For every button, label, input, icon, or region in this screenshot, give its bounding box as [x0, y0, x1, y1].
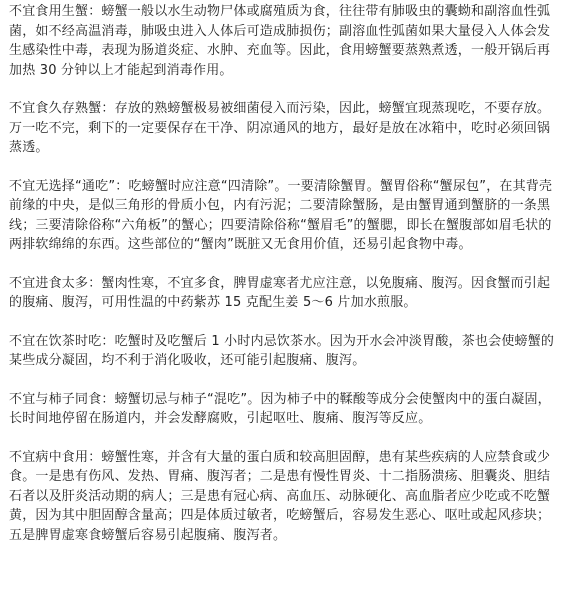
paragraph-eat-too-much: 不宜进食太多：蟹肉性寒，不宜多食，脾胃虚寒者尤应注意，以免腹痛、腹泻。因食蟹而引起的腹痛、腹泻，可用性温的中药紫苏 15 克配生姜 5～6 片加水煎服。 [9, 275, 551, 310]
paragraph-with-persimmon: 不宜与柿子同食：螃蟹切忌与柿子“混吃”。因为柿子中的鞣酸等成分会使蟹肉中的蛋白凝固，长时间地停留在肠道内，并会发酵腐败，引起呕吐、腹痛、腹泻等反应。 [9, 391, 551, 426]
paragraph-with-tea: 不宜在饮茶时吃：吃蟹时及吃蟹后 1 小时内忌饮茶水。因为开水会冲淡胃酸，茶也会使螃蟹的某些成分凝固，均不利于消化吸收，还可能引起腹痛、腹泻。 [9, 333, 555, 368]
paragraph-raw-crab: 不宜食用生蟹：螃蟹一般以水生动物尸体或腐殖质为食，往往带有肺吸虫的囊蚴和副溶血性弧菌，如不经高温消毒，肺吸虫进入人体后可造成肺损伤；副溶血性弧菌如果大量侵入人体会发生感染性中毒，表现为肠道炎症、水肿、充血等。因此，食用螃蟹要蒸熟煮透，一般开锅后再加热 30 分钟以上才能起到消毒作用。 [9, 4, 551, 78]
paragraph-stored-cooked-crab: 不宜食久存熟蟹：存放的熟螃蟹极易被细菌侵入而污染，因此，螃蟹宜现蒸现吃，不要存放。万一吃不完，剩下的一定要保存在干净、阴凉通风的地方，最好是放在冰箱中，吃时必须回锅蒸透。 [9, 101, 551, 155]
paragraph-eat-everything: 不宜无选择“通吃”：吃螃蟹时应注意“四清除”。一要清除蟹胃。蟹胃俗称“蟹尿包”，在其背壳前缘的中央，是似三角形的骨质小包，内有污泥；二要清除蟹肠，是由蟹胃通到蟹脐的一条黑线；三要清除俗称“六角板”的蟹心；四要清除俗称“蟹眉毛”的蟹腮，即长在蟹腹部如眉毛状的两排软绵绵的东西。这些部位的“蟹肉”既脏又无食用价值，还易引起食物中毒。 [9, 178, 553, 252]
paragraph-during-illness: 不宜病中食用：螃蟹性寒，并含有大量的蛋白质和较高胆固醇，患有某些疾病的人应禁食或少食。一是患有伤风、发热、胃痛、腹泻者；二是患有慢性胃炎、十二指肠溃疡、胆囊炎、胆结石者以及肝炎活动期的病人；三是患有冠心病、高血压、动脉硬化、高血脂者应少吃或不吃蟹黄，因为其中胆固醇含量高；四是体质过敏者，吃螃蟹后，容易发生恶心、呕吐或起风疹块；五是脾胃虚寒食螃蟹后容易引起腹痛、腹泻者。 [9, 449, 551, 543]
